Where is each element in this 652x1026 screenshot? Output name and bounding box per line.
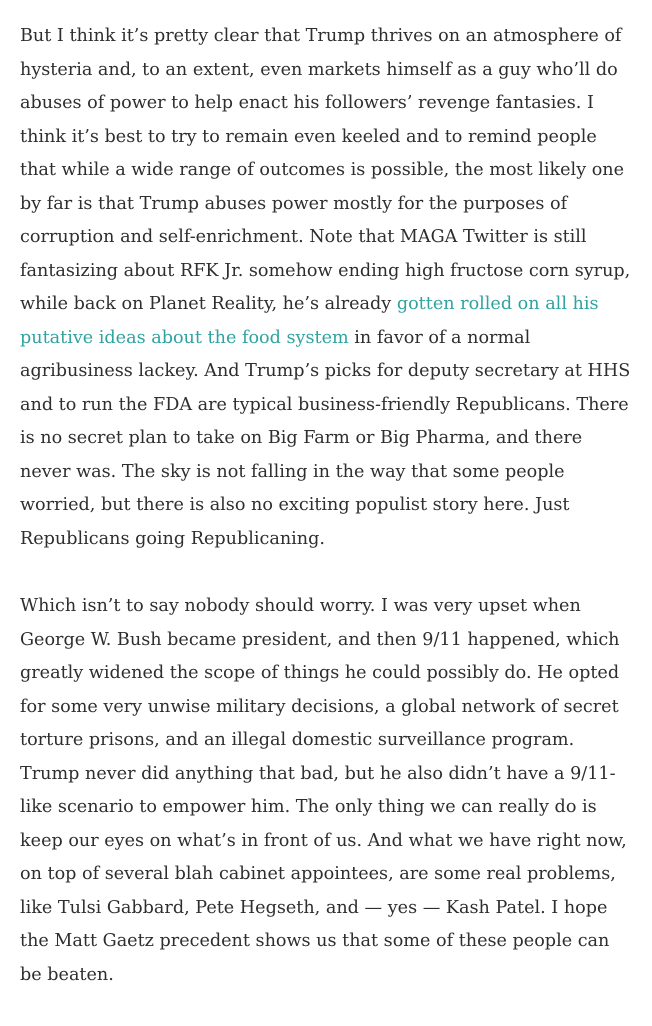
paragraph-1 — [20, 20, 636, 556]
paragraph-1-text-before-link: But I think it’s pretty clear that Trump thrives on an atmosphere of hysteria and, to an extent, even markets himself as a guy who’ll do abuses of power to help enact his followers’ revenge fantasies. I think it’s best to try to remain even keeled and to remind people that while a wide range of outcomes is possible, the most likely one by far is that Trump abuses power mostly for the purposes of corruption and self-enrichment. Note that MAGA Twitter is still fantasizing about RFK Jr. somehow ending high fructose corn syrup, while back on Planet Reality, he’s already — [20, 26, 631, 314]
paragraph-1-text-after-link: in favor of a normal agribusiness lackey. And Trump’s picks for deputy secretary at HHS and to run the FDA are typical business-friendly Republicans. There is no secret plan to take on Big Farm or Big Pharma, and there never was. The sky is not falling in the way that some people worried, but there is also no exciting populist story here. Just Republicans going Republicaning. — [20, 327, 631, 549]
paragraph-2: Which isn’t to say nobody should worry. I was very upset when George W. Bush became president, and then 9/11 happened, which greatly widened the scope of things he could possibly do. He opted for some very unwise military decisions, a global network of secret torture prisons, and an illegal domestic surveillance program. Trump never did anything that bad, but he also didn’t have a 9/11-like scenario to empower him. The only thing we can really do is keep our eyes on what’s in front of us. And what we have right now, on top of several blah cabinet appointees, are some real problems, like Tulsi Gabbard, Pete Hegseth, and — yes — Kash Patel. I hope the Matt Gaetz precedent shows us that some of these people can be beaten. — [20, 596, 627, 985]
food-system-link[interactable]: gotten rolled on all his putative ideas about the food system — [20, 294, 599, 348]
article-body — [20, 20, 636, 1026]
